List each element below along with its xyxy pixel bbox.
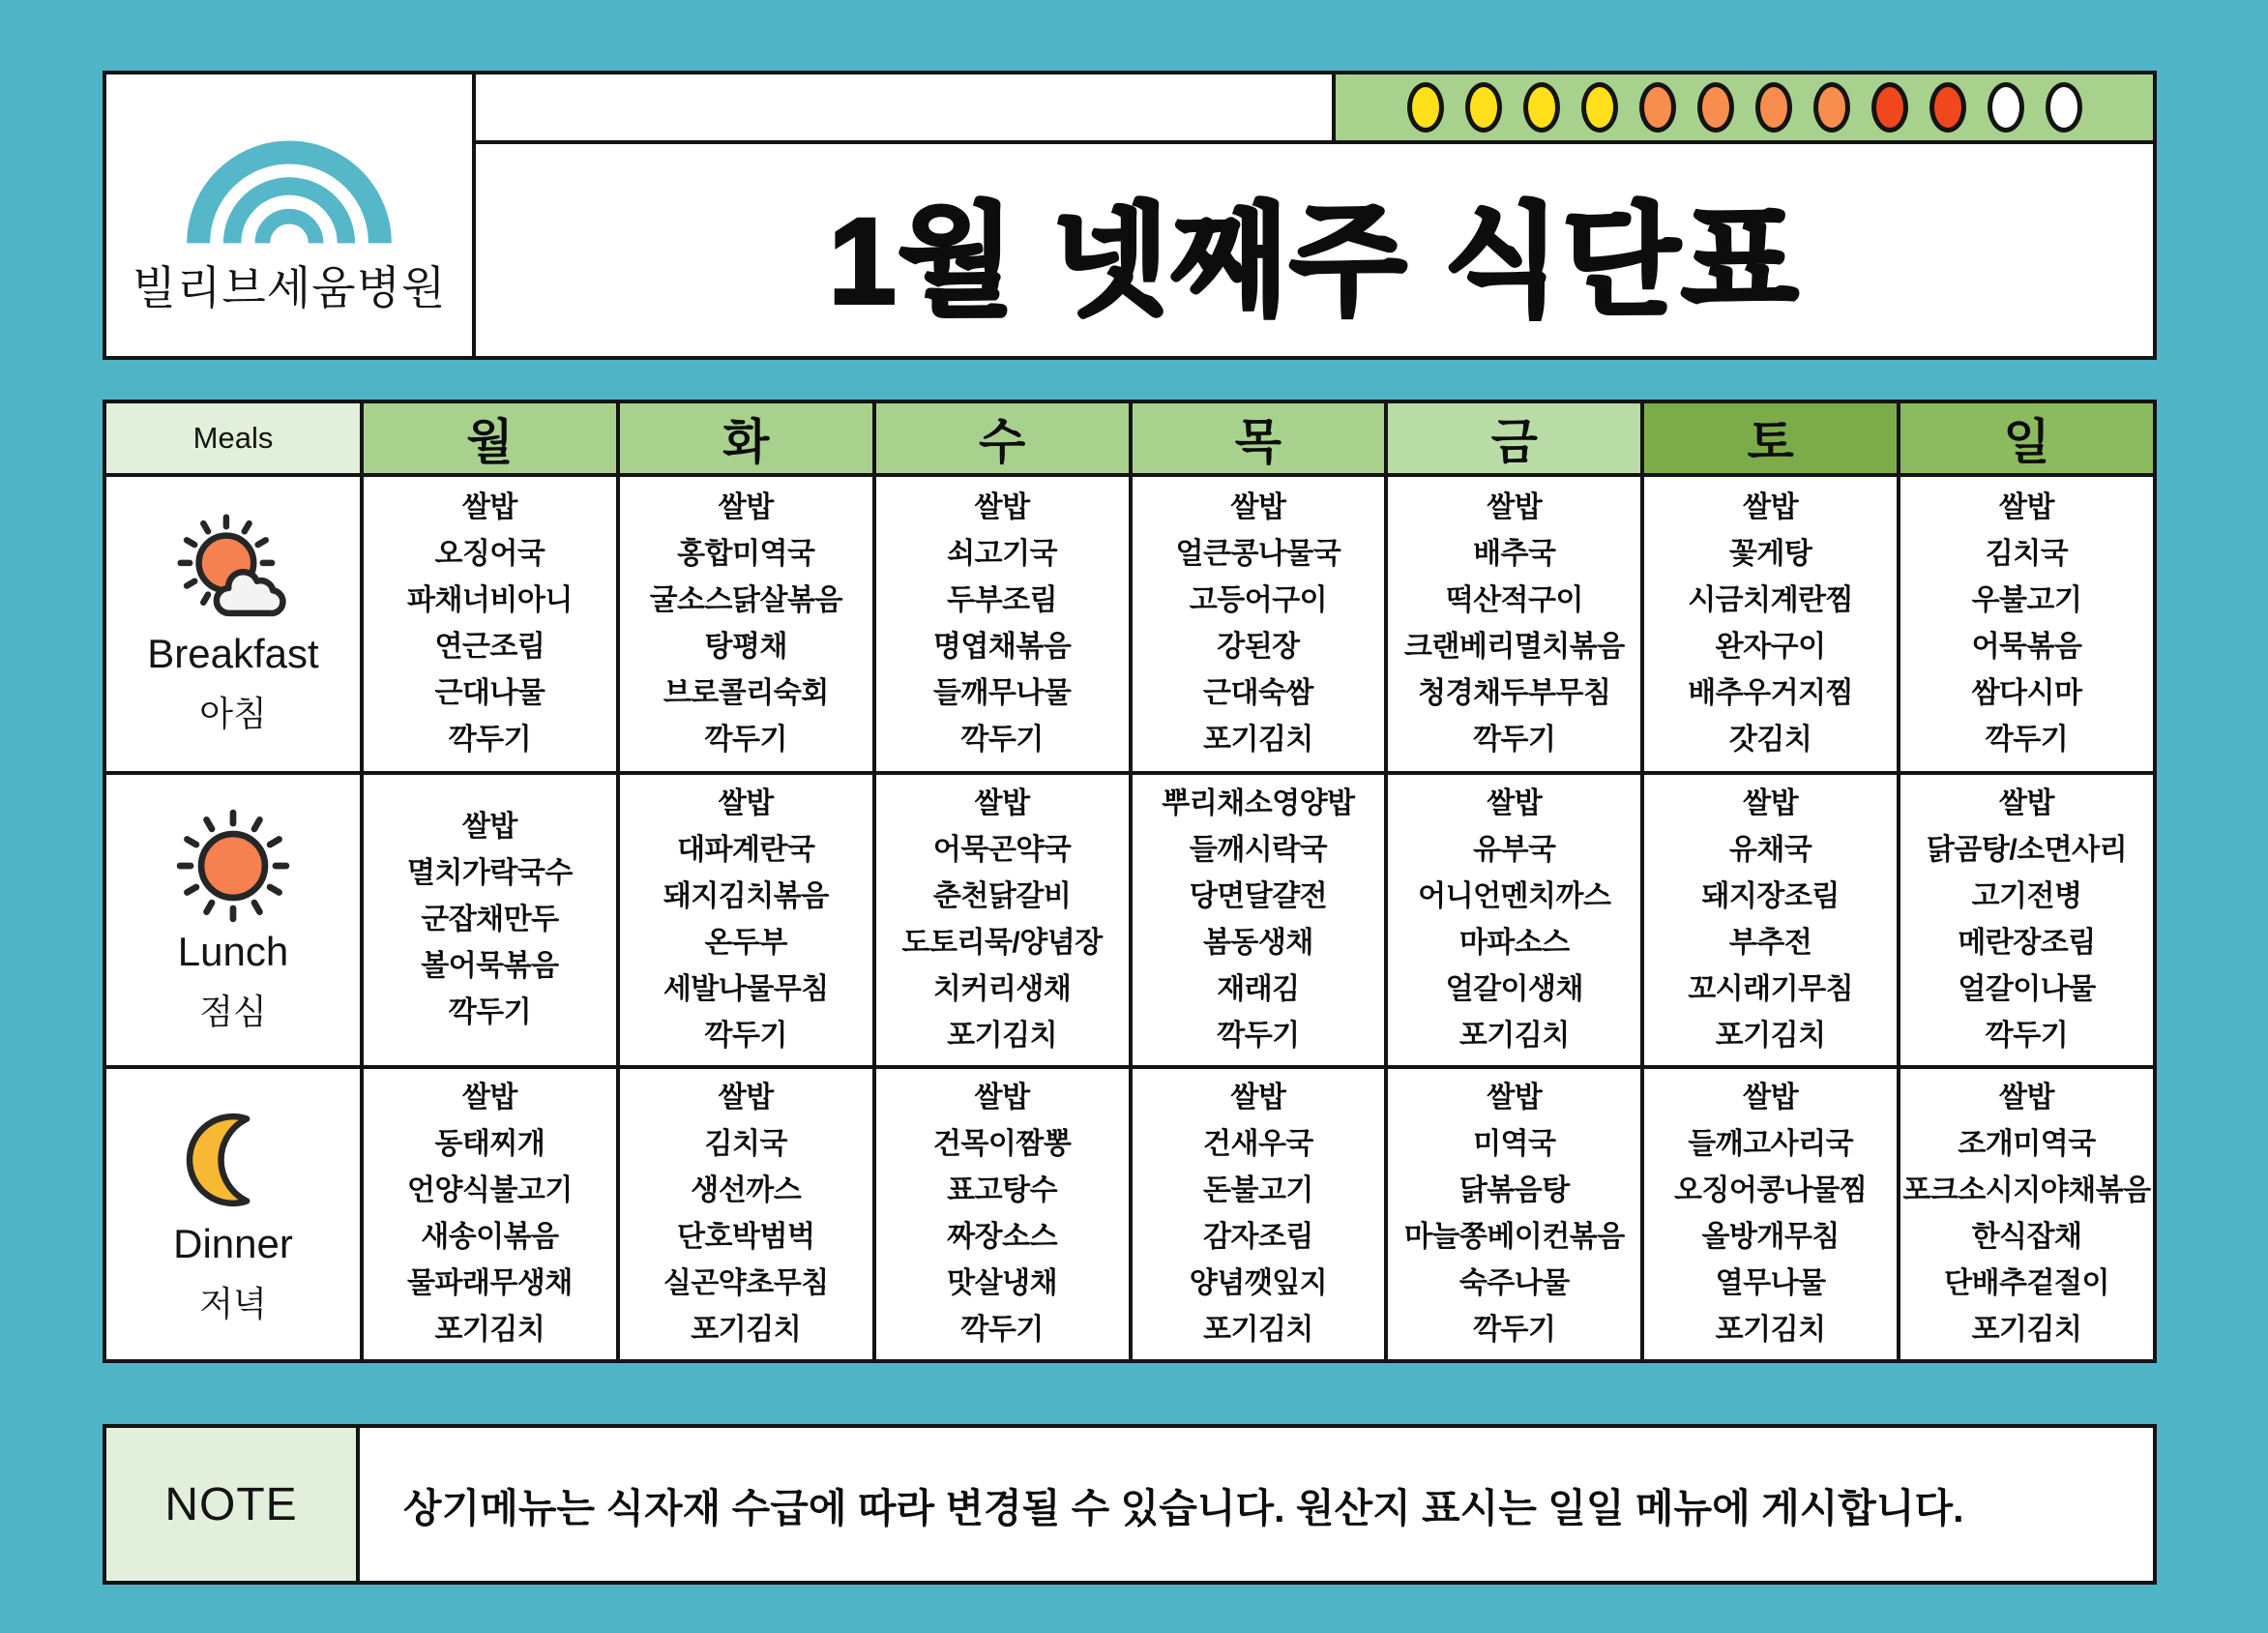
dots-bar bbox=[1332, 71, 2157, 144]
menu-item: 시금치계란찜 bbox=[1688, 584, 1854, 616]
menu-item: 메란장조림 bbox=[1958, 927, 2096, 959]
menu-cell bbox=[1642, 1067, 1899, 1361]
menu-item: 양념깻잎지 bbox=[1189, 1267, 1328, 1299]
menu-item: 쌀밥 bbox=[1743, 787, 1799, 819]
menu-cell bbox=[874, 773, 1131, 1067]
menu-item: 깍두기 bbox=[704, 1020, 787, 1052]
menu-item: 탕평채 bbox=[704, 631, 787, 663]
menu-item: 쌀밥 bbox=[974, 1082, 1030, 1113]
menu-item: 떡산적구이 bbox=[1445, 584, 1583, 616]
menu-item: 감자조림 bbox=[1202, 1221, 1313, 1253]
menu-item: 깍두기 bbox=[448, 996, 532, 1028]
menu-item: 실곤약초무침 bbox=[663, 1267, 829, 1299]
menu-cell bbox=[1899, 773, 2155, 1067]
menu-item: 치커리생채 bbox=[932, 973, 1072, 1005]
dot-icon bbox=[1523, 82, 1560, 133]
note-text: 상기메뉴는 식자재 수급에 따라 변경될 수 있습니다. 원산지 표시는 일일 메뉴에 게시합니다. bbox=[356, 1424, 2157, 1585]
menu-item: 쌀밥 bbox=[718, 1082, 774, 1113]
menu-item: 쌀밥 bbox=[1230, 1082, 1286, 1113]
menu-item: 세발나물무침 bbox=[663, 973, 829, 1005]
menu-item: 꽃게탕 bbox=[1728, 538, 1812, 570]
menu-item: 유채국 bbox=[1728, 834, 1812, 866]
menu-item: 쌀밥 bbox=[718, 787, 774, 819]
menu-item: 깍두기 bbox=[448, 724, 532, 756]
menu-item: 언양식불고기 bbox=[406, 1174, 573, 1206]
menu-item: 미역국 bbox=[1473, 1128, 1556, 1160]
menu-item: 쌀밥 bbox=[1999, 1082, 2055, 1113]
menu-item: 대파계란국 bbox=[677, 834, 815, 866]
menu-item: 깍두기 bbox=[1473, 1314, 1556, 1346]
menu-item: 온두부 bbox=[704, 927, 787, 959]
meal-name-ko: 아침 bbox=[199, 693, 267, 733]
menu-item: 쌀밥 bbox=[1487, 787, 1543, 819]
meal-name-en: Dinner bbox=[173, 1220, 293, 1266]
menu-item: 포기김치 bbox=[1971, 1314, 2082, 1346]
sun-cloud-icon bbox=[106, 513, 360, 627]
menu-item: 마파소스 bbox=[1458, 927, 1570, 959]
menu-item: 포기김치 bbox=[1202, 1314, 1313, 1346]
menu-item: 포크소시지야채볶음 bbox=[1902, 1174, 2151, 1206]
menu-item: 닭곰탕/소면사리 bbox=[1926, 834, 2128, 866]
dot-icon bbox=[1639, 82, 1676, 133]
dot-icon bbox=[1988, 82, 2024, 133]
menu-item: 포기김치 bbox=[691, 1314, 802, 1346]
menu-item: 마늘쫑베이컨볶음 bbox=[1403, 1221, 1625, 1253]
menu-item: 동태찌개 bbox=[434, 1128, 545, 1160]
menu-item: 유부국 bbox=[1473, 834, 1556, 866]
menu-item: 얼갈이생채 bbox=[1445, 973, 1583, 1005]
dot-icon bbox=[1813, 82, 1850, 133]
menu-item: 쌈다시마 bbox=[1971, 677, 2082, 709]
menu-item: 쌀밥 bbox=[1999, 491, 2055, 523]
menu-cell bbox=[1386, 773, 1642, 1067]
menu-cell bbox=[1899, 1067, 2155, 1361]
menu-item: 깍두기 bbox=[960, 1314, 1044, 1346]
menu-cell bbox=[1642, 475, 1899, 773]
moon-icon bbox=[106, 1103, 360, 1217]
menu-item: 돈불고기 bbox=[1202, 1174, 1313, 1206]
menu-cell bbox=[362, 475, 618, 773]
dot-icon bbox=[1755, 82, 1792, 133]
menu-item: 들깨고사리국 bbox=[1688, 1128, 1854, 1160]
menu-item: 명엽채볶음 bbox=[932, 631, 1072, 663]
day-header-5: 토 bbox=[1642, 401, 1899, 475]
menu-item: 우불고기 bbox=[1971, 584, 2082, 616]
menu-item: 한식잡채 bbox=[1971, 1221, 2082, 1253]
meals-header: Meals bbox=[104, 401, 362, 475]
meal-label-cell bbox=[104, 1067, 362, 1361]
menu-item: 쌀밥 bbox=[1230, 491, 1286, 523]
menu-item: 얼큰콩나물국 bbox=[1175, 538, 1341, 570]
menu-item: 올방개무침 bbox=[1701, 1221, 1840, 1253]
title-top-strip bbox=[472, 71, 2157, 144]
menu-item: 깍두기 bbox=[1985, 724, 2069, 756]
menu-item: 포기김치 bbox=[434, 1314, 545, 1346]
menu-item: 단배추겉절이 bbox=[1944, 1267, 2109, 1299]
dot-icon bbox=[1929, 82, 1966, 133]
menu-cell bbox=[874, 475, 1131, 773]
menu-item: 닭볶음탕 bbox=[1458, 1174, 1570, 1206]
menu-item: 연근조림 bbox=[434, 631, 545, 663]
menu-item: 완자구이 bbox=[1715, 631, 1826, 663]
menu-cell bbox=[362, 773, 618, 1067]
menu-item: 근대나물 bbox=[434, 677, 545, 709]
menu-item: 건목이짬뽕 bbox=[932, 1128, 1072, 1160]
meal-label-cell bbox=[104, 773, 362, 1067]
hospital-name: 빌리브세움병원 bbox=[132, 262, 447, 313]
menu-item: 쌀밥 bbox=[1743, 1082, 1799, 1113]
menu-item: 봄동생채 bbox=[1202, 927, 1313, 959]
menu-item: 크랜베리멸치볶음 bbox=[1403, 631, 1625, 663]
menu-item: 고기전병 bbox=[1971, 880, 2082, 912]
header bbox=[103, 71, 2157, 360]
menu-item: 쌀밥 bbox=[461, 811, 517, 843]
menu-item: 어묵곤약국 bbox=[932, 834, 1072, 866]
dot-icon bbox=[2046, 82, 2082, 133]
menu-item: 재래김 bbox=[1217, 973, 1300, 1005]
menu-item: 볼어묵볶음 bbox=[421, 950, 559, 982]
meal-name-ko: 저녁 bbox=[199, 1283, 267, 1323]
menu-item: 부추전 bbox=[1728, 927, 1812, 959]
menu-item: 쌀밥 bbox=[461, 491, 517, 523]
menu-item: 오징어국 bbox=[434, 538, 545, 570]
menu-cell bbox=[618, 475, 874, 773]
menu-item: 근대숙쌈 bbox=[1202, 677, 1313, 709]
note-label: NOTE bbox=[103, 1424, 360, 1585]
dot-icon bbox=[1697, 82, 1734, 133]
sun-icon bbox=[106, 807, 360, 925]
menu-cell bbox=[618, 773, 874, 1067]
menu-item: 어니언멘치까스 bbox=[1418, 880, 1611, 912]
menu-item: 두부조림 bbox=[947, 584, 1058, 616]
menu-item: 맛살냉채 bbox=[947, 1267, 1058, 1299]
menu-item: 들깨무나물 bbox=[932, 677, 1072, 709]
menu-item: 조개미역국 bbox=[1958, 1128, 2096, 1160]
menu-item: 물파래무생채 bbox=[406, 1267, 573, 1299]
menu-cell bbox=[1131, 1067, 1387, 1361]
menu-cell bbox=[362, 1067, 618, 1361]
menu-item: 청경채두부무침 bbox=[1418, 677, 1611, 709]
day-header-1: 화 bbox=[618, 401, 874, 475]
menu-item: 숙주나물 bbox=[1458, 1267, 1570, 1299]
menu-item: 꼬시래기무침 bbox=[1688, 973, 1854, 1005]
menu-item: 쌀밥 bbox=[1487, 1082, 1543, 1113]
meal-label-cell bbox=[104, 475, 362, 773]
menu-item: 포기김치 bbox=[1458, 1020, 1570, 1052]
menu-item: 포기김치 bbox=[947, 1020, 1058, 1052]
menu-item: 배추우거지찜 bbox=[1688, 677, 1854, 709]
menu-item: 멸치가락국수 bbox=[406, 857, 573, 889]
meal-name-en: Lunch bbox=[177, 928, 289, 974]
menu-item: 어묵볶음 bbox=[1971, 631, 2082, 663]
dot-icon bbox=[1581, 82, 1618, 133]
menu-cell bbox=[1131, 773, 1387, 1067]
menu-item: 굴소스닭살볶음 bbox=[649, 584, 842, 616]
menu-item: 들깨시락국 bbox=[1189, 834, 1328, 866]
menu-table bbox=[103, 400, 2157, 1363]
menu-item: 열무나물 bbox=[1715, 1267, 1826, 1299]
menu-item: 도토리묵/양념장 bbox=[901, 927, 1103, 959]
menu-item: 브로콜리숙회 bbox=[663, 677, 829, 709]
meal-row bbox=[104, 1067, 2155, 1361]
menu-cell bbox=[1386, 1067, 1642, 1361]
rainbow-logo-icon bbox=[177, 113, 401, 247]
menu-cell bbox=[1642, 773, 1899, 1067]
menu-item: 표고탕수 bbox=[947, 1174, 1058, 1206]
page-title: 1월 넷째주 식단표 bbox=[472, 140, 2157, 360]
menu-item: 깍두기 bbox=[960, 724, 1044, 756]
meal-row bbox=[104, 475, 2155, 773]
menu-item: 포기김치 bbox=[1715, 1020, 1826, 1052]
menu-item: 짜장소스 bbox=[947, 1221, 1058, 1253]
menu-item: 쌀밥 bbox=[974, 787, 1030, 819]
menu-item: 새송이볶음 bbox=[421, 1221, 559, 1253]
day-header-3: 목 bbox=[1131, 401, 1387, 475]
day-header-0: 월 bbox=[362, 401, 618, 475]
menu-item: 춘천닭갈비 bbox=[932, 880, 1072, 912]
blank-strip bbox=[472, 71, 1336, 144]
menu-item: 쌀밥 bbox=[718, 491, 774, 523]
day-header-2: 수 bbox=[874, 401, 1131, 475]
menu-item: 쌀밥 bbox=[1743, 491, 1799, 523]
dot-icon bbox=[1465, 82, 1502, 133]
menu-item: 쇠고기국 bbox=[947, 538, 1058, 570]
menu-item: 갓김치 bbox=[1728, 724, 1812, 756]
menu-item: 단호박범벅 bbox=[677, 1221, 815, 1253]
menu-item: 돼지장조림 bbox=[1701, 880, 1840, 912]
menu-item: 깍두기 bbox=[1985, 1020, 2069, 1052]
menu-item: 쌀밥 bbox=[1487, 491, 1543, 523]
menu-item: 얼갈이나물 bbox=[1958, 973, 2096, 1005]
menu-item: 고등어구이 bbox=[1189, 584, 1328, 616]
menu-item: 김치국 bbox=[704, 1128, 787, 1160]
day-header-4: 금 bbox=[1386, 401, 1642, 475]
title-box bbox=[472, 71, 2157, 360]
menu-item: 강된장 bbox=[1217, 631, 1300, 663]
menu-item: 파채너비아니 bbox=[406, 584, 573, 616]
meal-name-en: Breakfast bbox=[147, 630, 319, 676]
menu-item: 뿌리채소영양밥 bbox=[1162, 787, 1355, 819]
menu-item: 군잡채만두 bbox=[421, 904, 559, 935]
menu-item: 깍두기 bbox=[1473, 724, 1556, 756]
menu-item: 생선까스 bbox=[691, 1174, 802, 1206]
menu-cell bbox=[874, 1067, 1131, 1361]
menu-item: 포기김치 bbox=[1202, 724, 1313, 756]
day-header-6: 일 bbox=[1899, 401, 2155, 475]
menu-item: 김치국 bbox=[1985, 538, 2069, 570]
menu-item: 쌀밥 bbox=[1999, 787, 2055, 819]
note-row bbox=[103, 1424, 2157, 1585]
menu-cell bbox=[1131, 475, 1387, 773]
menu-cell bbox=[1386, 475, 1642, 773]
menu-item: 쌀밥 bbox=[461, 1082, 517, 1113]
menu-cell bbox=[618, 1067, 874, 1361]
menu-item: 배추국 bbox=[1473, 538, 1556, 570]
menu-item: 건새우국 bbox=[1202, 1128, 1313, 1160]
menu-item: 오징어콩나물찜 bbox=[1673, 1174, 1868, 1206]
menu-item: 홍합미역국 bbox=[677, 538, 815, 570]
menu-item: 깍두기 bbox=[704, 724, 787, 756]
menu-item: 포기김치 bbox=[1715, 1314, 1826, 1346]
menu-item: 돼지김치볶음 bbox=[663, 880, 829, 912]
dot-icon bbox=[1407, 82, 1444, 133]
menu-cell bbox=[1899, 475, 2155, 773]
dot-icon bbox=[1871, 82, 1908, 133]
menu-item: 깍두기 bbox=[1217, 1020, 1300, 1052]
meal-name-ko: 점심 bbox=[199, 991, 267, 1031]
menu-item: 쌀밥 bbox=[974, 491, 1030, 523]
menu-item: 당면달걀전 bbox=[1189, 880, 1328, 912]
hospital-logo bbox=[103, 71, 476, 360]
meal-row bbox=[104, 773, 2155, 1067]
